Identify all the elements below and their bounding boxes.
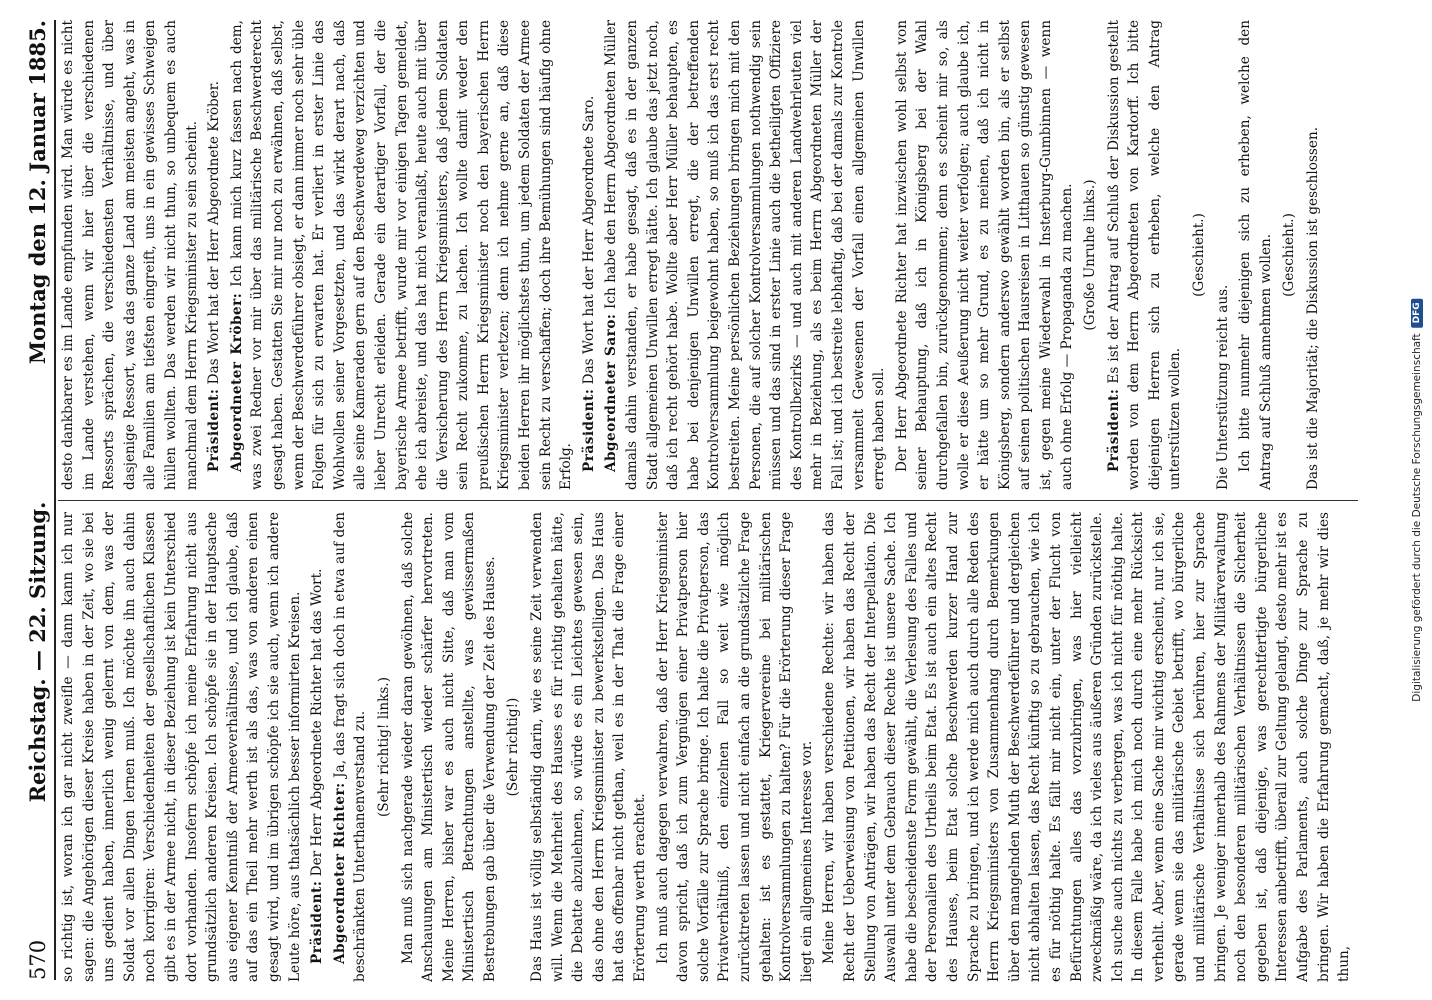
stage-direction: (Sehr richtig!) <box>505 697 522 797</box>
body-paragraph: Ich muß auch dagegen verwahren, daß der Herr Kriegsminister davon spricht, daß ich zum Vergnügen einer Privatperson hier solche Vorfälle zur Sprache bringe. Ich halte die Privatperson, das Privatverhältniß, den einzelnen Fall so weit wie möglich zurücktreten lassen und nicht einfach an die grundsätzliche Frage gehalten: ist es gestattet, Kriegervereine bei militärischen Kontrolversammlungen zu halten? Für die Erörterung dieser Frage liegt ein allgemeines Interesse vor. <box>654 512 815 982</box>
body-paragraph: Ich bitte nunmehr diejenigen sich zu erheben, welche den Antrag auf Schluß annehmen wollen. <box>1237 20 1274 490</box>
speech-paragraph <box>204 20 225 490</box>
speech-paragraph <box>307 512 328 982</box>
speech-text: Das Wort hat der Herr Abgeordnete Saro. <box>580 95 597 385</box>
body-paragraph: desto dankbarer es im Lande empfunden wird. Man würde es nicht im Lande verstehen, wenn wir hier über die verschiedenen Ressorts sprächen, die verschiedensten Verhältnisse, und über dasjenige Ressort, was das ganze Land am meisten angeht, was in alle Familien am tiefsten eingreift, uns in ein gewisses Schweigen hüllen wollten. Das werden wir nicht thun, so unbequem es auch manchmal dem Herrn Kriegsminister zu sein scheint. <box>60 20 200 490</box>
digitization-credit <box>1408 0 1426 1000</box>
speech-text: Ich habe den Herrn Abgeordneten Müller damals dahin verstanden, er habe gesagt, daß es in der ganzen Stadt allgemeinen Unwillen erregt hätte. Ich glaube das jetzt noch, daß ich recht gehört habe. Wollte aber Herr Müller behaupten, es habe bei denjenigen Unwillen erregt, die der betreffenden Kontrolversammlung beigewohnt haben, so muß ich das erst recht bestreiten. Meine persönlichen Beziehungen bringen mich mit den Personen, die auf solcher Kontrolversammlungen nothwendig sein müssen und das sind in erster Linie auch die betheiligten Offiziere des Kontrollbezirks — und auch mit anderen Landwehrleuten viel mehr in Beziehung, als es beim Herrn Abgeordneten Müller der Fall ist; und ich bestreite lebhaftig, daß bei der damals zur Kontrole versammelt Gewesenen der Vorfall einen allgemeinen Unwillen erregt haben soll. <box>603 20 888 490</box>
left-column <box>58 512 1358 982</box>
speech-paragraph <box>601 20 889 490</box>
speaker-name: Präsident: <box>206 388 223 472</box>
header-right-title: Montag den 12. Januar 1885. <box>25 20 50 365</box>
dfg-logo-icon: DFG <box>1411 298 1423 327</box>
speech-paragraph <box>330 512 371 982</box>
page-header <box>14 20 56 980</box>
speech-text: Ja, das fragt sich doch in etwa auf den beschränkten Unterthanenverstand zu. <box>331 512 369 982</box>
speaker-name: Abgeordneter Richter: <box>331 782 348 964</box>
body-paragraph: Meine Herren, wir haben verschiedene Rechte: wir haben das Recht der Ueberweisung von Petitionen, wir haben das Recht der Stellung von Anträgen, wir haben das Recht der Interpellation. Die Auswahl unter dem Gebrauch dieser Rechte ist unsere Sache. Ich habe die bescheidenste Form gewählt, die Verlesung des Falles und der Personalien des Urtheils beim Etat. Es ist auch ein altes Recht des Hauses, beim Etat solche Beschwerden kurzer Hand zur Sprache zu bringen, und ich werde mich auch durch alle Reden des Herrn Kriegsministers von Zusammenhang durch Bemerkungen über den mangelnden Muth der Beschwerdeführer und dergleichen nicht abhalten lassen, das Recht künftig so zu gebrauchen, wie ich es für nöthig halte. Es fällt mir nicht ein, unter der Flucht von Befürchtungen alles das vorzubringen, was hier vielleicht zweckmäßig wäre, da ich vieles aus äußeren Gründen zurückstelle. Ich suche auch nichts zu verbergen, was ich nicht für nöthig halte. In diesem Falle habe ich mich noch durch eine mehr Rücksicht verhehlt. Aber, wenn eine Sache mir wichtig erscheint, nur ich sie, gerade wenn sie das militärische Gebiet betrifft, wo bürgerliche und militärische Verhältnisse sich berühren, hier zur Sprache bringen. Je weniger innerhalb des Rahmens der Militärverwaltung noch den besonderen militärischen Verhältnissen die Sicherheit gegeben ist, daß diejenige, was gerechtfertigte bürgerliche Interessen anbetrifft, überall zur Geltung gelangt, desto mehr ist es Aufgabe des Parlaments, auch solche Dinge zur Sprache zu bringen. Wir haben die Erfahrung gemacht, daß, je mehr wir dies thun, <box>821 512 1353 982</box>
header-left-title: Reichstag. — 22. Sitzung. <box>25 501 50 803</box>
speaker-name: Abgeordneter Saro: <box>603 313 620 472</box>
speaker-name: Präsident: <box>309 880 326 964</box>
speech-text: Der Herr Abgeordnete Richter hat das Wort. <box>309 568 326 877</box>
body-paragraph: Das ist die Majorität; die Diskussion ist geschlossen. <box>1305 126 1322 490</box>
credit-text: Digitalisierung gefördert durch die Deutsche Forschungsgemeinschaft <box>1411 333 1423 702</box>
speech-text: Ich kann mich kurz fassen nach dem, was zwei Redner vor mir über das militärische Beschwerderecht gesagt haben. Gestatten Sie mir nur noch zu erwähnen, daß selbst, wenn der Beschwerdeführer obsiegt, er dann immer noch sehr üble Folgen für sich zu erwarten hat. Er verliert in erster Linie das Wohlwollen seiner Vorgesetzten, und das wirkt derart nach, daß alle seine Kameraden gern auf den Beschwerdeweg verzichten und lieber Unrecht erleiden. Gerade ein derartiger Vorfall, der die bayerische Armee betrifft, wurde mir vor einigen Tagen gemeldet, ehe ich abreiste, und das hat mich veranlaßt, heute auch mit über die Versicherung des Herrn Kriegsministers, daß jedem Soldaten sein Recht zukomme, zu lachen. Ich wollte damit weder den preußischen Herrn Kriegsminister noch den bayerischen Herrn Kriegsminister verletzen; denn ich nehme gerne an, daß diese beiden Herren ihr möglichstes thun, um jedem Soldaten der Armee sein Recht zu verschaffen; doch ihre Bemühungen sind häufig ohne Erfolg. <box>228 20 575 490</box>
stage-direction: (Geschieht.) <box>1281 213 1298 297</box>
body-paragraph: Die Unterstützung reicht aus. <box>1214 284 1231 490</box>
body-paragraph: Man muß sich nachgerade wieder daran gewöhnen, daß solche Anschauungen am Ministertisch wieder schärfer hervortreten. Meine Herren, bisher war es auch nicht Sitte, daß man vom Ministertisch Betrachtungen anstellte, was gewissermaßen Bestrebungen gab über die Verwendung der Zeit des Hauses. <box>399 512 498 982</box>
body-paragraph: Der Herr Abgeordnete Richter hat inzwischen wohl selbst von seiner Behauptung, daß ich in Königsberg bei der Wahl durchgefallen bin, zurückgenommen; denn es scheint mir so, als wolle er diese Aeußerung nicht weiter verfolgen; auch glaube ich, er hätte um so mehr Grund, es zu meinen, daß ich nicht in Königsberg, sondern anderswo gewählt worden bin, als er selbst auf seinen politischen Hausreisen in Litthauen so günstig gewesen ist, gegen meine Wiederwahl in Insterburg-Gumbinnen — wenn auch ohne Erfolg — Propaganda zu machen. <box>893 20 1075 490</box>
page-number: 570 <box>26 939 50 980</box>
speaker-name: Präsident: <box>580 388 597 472</box>
speaker-name: Präsident: <box>1105 388 1122 472</box>
speaker-name: Abgeordneter Kröber: <box>228 292 245 472</box>
speech-paragraph <box>1104 20 1186 490</box>
stage-direction: (Geschieht.) <box>1191 213 1208 297</box>
speech-paragraph <box>227 20 577 490</box>
stage-direction: (Sehr richtig! links.) <box>375 676 392 818</box>
right-column <box>58 20 1358 490</box>
speech-text: Das Wort hat der Herr Abgeordnete Kröber. <box>206 80 223 385</box>
speech-paragraph <box>579 20 600 490</box>
body-paragraph: Das Haus ist völlig selbständig darin, wie es seine Zeit verwenden will. Wenn die Mehrheit des Hauses es für richtig gehalten hätte, die Debatte abzulehnen, so würde es ein Leichtes gewesen sein, das ohne den Herrn Kriegsminister zu bewerkstelligen. Das Haus hat das offenbar nicht gethan, weil es in der That die Frage einer Erörterung werth erachtet. <box>529 512 649 982</box>
stage-direction: (Große Unruhe links.) <box>1082 179 1099 331</box>
body-paragraph: so richtig ist, woran ich gar nicht zweifle — dann kann ich nur sagen: die Angehörigen dieser Kreise haben in der Zeit, wo sie bei uns gedient haben, innerlich wenig gelernt von dem, was der Soldat vor allen Dingen lernen muß. Ich möchte ihn auch dahin noch korrigiren: Verschiedenheiten der gesellschaftlichen Klassen gibt es in der Armee nicht, in dieser Beziehung ist kein Unterschied dort vorhanden. Insofern schöpfe ich meine Erfahrung nicht aus grundsätzlich anderen Kreisen. Ich schöpfe sie in der Hauptsache aus eigener Kenntniß der Armeeverhältnisse, und ich glaube, daß auf das ein Theil mehr werth ist als das, was von anderen einen gesagt wird, und im übrigen schöpfe ich sie auch, wenn ich andere Leute höre, aus thatsächlich besser informirten Kreisen. <box>60 512 303 982</box>
column-divider <box>58 500 1358 501</box>
speech-text: Es ist der Antrag auf Schluß der Diskussion gestellt worden von dem Herrn Abgeordneten von Kardorff. Ich bitte diejenigen Herren sich zu erheben, welche den Antrag unterstützen wollen. <box>1105 20 1184 490</box>
